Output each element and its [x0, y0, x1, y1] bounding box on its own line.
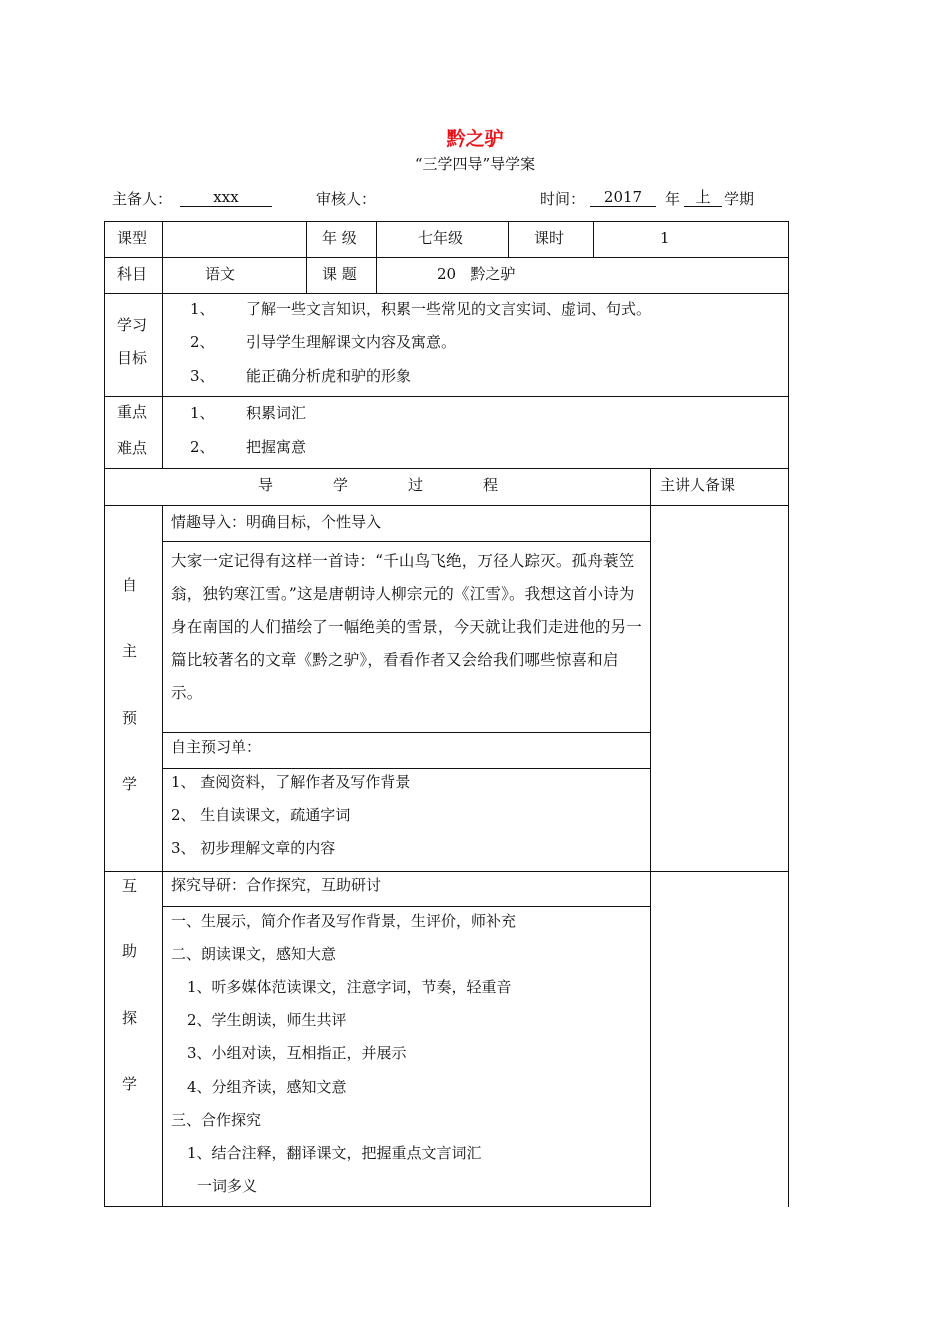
document-title: 黔之驴 — [446, 128, 504, 150]
coop-line: 2、学生朗读，师生共评 — [187, 1011, 347, 1029]
focus-num: 1、 — [190, 404, 215, 422]
coop-intro: 探究导研：合作探究，互助研讨 — [171, 876, 382, 894]
term-value: 上 — [684, 188, 722, 207]
subject-value: 语文 — [205, 265, 236, 283]
goals-label-2: 目标 — [117, 349, 148, 367]
year-field — [590, 188, 656, 207]
time-label: 时间： — [540, 190, 586, 208]
term-field — [684, 188, 722, 207]
goal-num: 2、 — [190, 333, 215, 351]
goal-num: 3、 — [190, 367, 215, 385]
goal-text: 引导学生理解课文内容及寓意。 — [246, 333, 457, 351]
period-value: 1 — [660, 229, 670, 247]
coop-label-char: 助 — [122, 942, 138, 960]
preview-item: 2、 生自读课文，疏通字词 — [171, 806, 351, 824]
coop-line: 三、合作探究 — [171, 1111, 262, 1129]
topic-label: 课 题 — [322, 265, 357, 283]
goal-text: 能正确分析虎和驴的形象 — [246, 367, 412, 385]
coop-line: 3、小组对读，互相指正，并展示 — [187, 1044, 407, 1062]
coop-label-char: 互 — [122, 877, 138, 895]
process-header-char: 过 — [408, 476, 424, 494]
goal-text: 了解一些文言知识，积累一些常见的文言实词、虚词、句式。 — [246, 300, 652, 318]
self-study-label-char: 主 — [122, 642, 138, 660]
self-study-paragraph: 大家一定记得有这样一首诗：“千山鸟飞绝，万径人踪灭。孤舟蓑笠翁，独钓寒江雪。”这是唐朝诗人柳宗元的《江雪》。我想这首小诗为身在南国的人们描绘了一幅绝美的雪景，今天就让我们走进他的另一篇比较著名的文章《黔之驴》，看看作者又会给我们哪些惊喜和启示。 — [171, 552, 643, 702]
period-label: 课时 — [534, 229, 565, 247]
year-label: 年 — [665, 190, 681, 208]
type-label: 课型 — [117, 229, 148, 247]
teacher-header: 主讲人备课 — [660, 476, 736, 494]
coop-line: 二、朗读课文，感知大意 — [171, 945, 337, 963]
self-study-label-char: 预 — [122, 709, 138, 727]
coop-label-char: 探 — [122, 1009, 138, 1027]
coop-line: 1、听多媒体范读课文，注意字词，节奏，轻重音 — [187, 978, 512, 996]
coop-line: 1、结合注释，翻译课文，把握重点文言词汇 — [187, 1144, 482, 1162]
focus-text: 把握寓意 — [246, 438, 307, 456]
preparer-field — [180, 188, 272, 207]
preview-title: 自主预习单： — [171, 738, 262, 756]
coop-label-char: 学 — [122, 1075, 138, 1093]
goal-num: 1、 — [190, 300, 215, 318]
preview-item: 1、 查阅资料，了解作者及写作背景 — [171, 773, 411, 791]
reviewer-label: 审核人： — [316, 190, 377, 208]
self-study-intro: 情趣导入：明确目标，个性导入 — [171, 513, 382, 531]
preview-item: 3、 初步理解文章的内容 — [171, 839, 336, 857]
self-study-label-char: 学 — [122, 775, 138, 793]
coop-line: 一、生展示，简介作者及写作背景，生评价，师补充 — [171, 912, 517, 930]
focus-text: 积累词汇 — [246, 404, 307, 422]
grade-label: 年 级 — [322, 229, 357, 247]
term-label: 学期 — [724, 190, 755, 208]
process-header-char: 程 — [483, 476, 499, 494]
coop-line: 4、分组齐读，感知文意 — [187, 1078, 347, 1096]
goals-label-1: 学习 — [117, 316, 148, 334]
process-header-char: 学 — [333, 476, 349, 494]
preparer-value: xxx — [180, 188, 272, 207]
focus-label-1: 重点 — [117, 403, 148, 421]
subject-label: 科目 — [117, 265, 148, 283]
grade-value: 七年级 — [418, 229, 464, 247]
focus-label-2: 难点 — [117, 439, 148, 457]
topic-value: 20 黔之驴 — [437, 265, 516, 283]
document-subtitle: “三学四导”导学案 — [414, 155, 536, 173]
process-header-char: 导 — [258, 476, 274, 494]
coop-line: 一词多义 — [197, 1177, 258, 1195]
focus-num: 2、 — [190, 438, 215, 456]
self-study-label-char: 自 — [122, 576, 138, 594]
year-value: 2017 — [590, 188, 656, 207]
preparer-label: 主备人： — [112, 190, 173, 208]
